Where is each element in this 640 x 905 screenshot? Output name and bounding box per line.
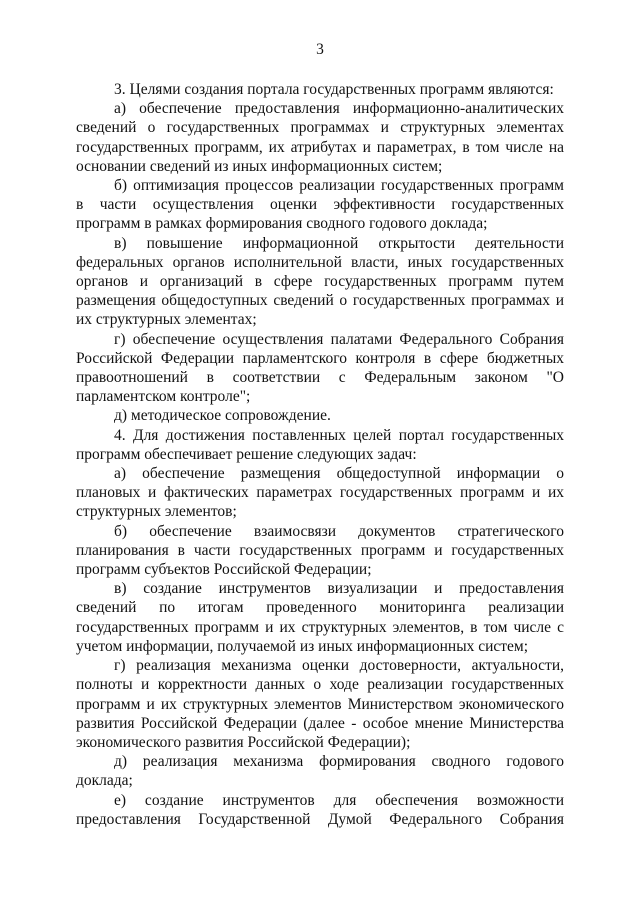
paragraph-goal-d: д) методическое сопровождение.: [114, 407, 331, 425]
paragraph-task-v: в) создание инструментов визуализации и предоставления сведений по итогам проведенного мониторинга реализации государственных программ и их структурных элементов, в том числе с учетом информации, получаемой из иных информационных систем;: [76, 580, 564, 655]
paragraph-goal-v: в) повышение информационной открытости деятельности федеральных органов исполнительной власти, иных государственных органов и организаций в сфере государственных программ путем размещения общедоступных сведений о государственных программах и их структурных элементах;: [76, 234, 564, 329]
paragraph-goals-heading: 3. Целями создания портала государственных программ являются:: [114, 81, 554, 98]
paragraph-tasks-heading: 4. Для достижения поставленных целей портал государственных программ обеспечивает решение следующих задач:: [76, 426, 564, 463]
paragraph-goal-a: а) обеспечение предоставления информационно-аналитических сведений о государственных программах и структурных элементах государственных программ, их атрибутах и параметрах, в том числе на основании сведений из иных информационных систем;: [76, 100, 564, 175]
paragraph-task-e: е) создание инструментов для обеспечения возможности предоставления Государственной Думой Федерального Собрания: [76, 791, 564, 828]
document-body: [76, 80, 564, 829]
page-number: 3: [316, 41, 324, 58]
paragraph-goal-b: б) оптимизация процессов реализации государственных программ в части осуществления оценки эффективности государственных программ в рамках формирования сводного годового доклада;: [76, 177, 564, 233]
paragraph-task-b: б) обеспечение взаимосвязи документов стратегического планирования в части государственных программ и государственных программ субъектов Российской Федерации;: [76, 522, 564, 579]
paragraph-task-a: а) обеспечение размещения общедоступной информации о плановых и фактических параметрах государственных программ и их структурных элементов;: [76, 465, 564, 521]
paragraph-goal-g: г) обеспечение осуществления палатами Федерального Собрания Российской Федерации парламентского контроля в сфере бюджетных правоотношений в соответствии с Федеральным законом "О парламентском контроле";: [76, 330, 564, 406]
paragraph-task-d: д) реализация механизма формирования сводного годового доклада;: [76, 753, 564, 790]
paragraph-task-g: г) реализация механизма оценки достоверности, актуальности, полноты и корректности данных о ходе реализации государственных программ и их структурных элементов Министерством экономического развития Российской Федерации (далее - особое мнение Министерства экономического развития Российской Федерации);: [76, 657, 564, 751]
